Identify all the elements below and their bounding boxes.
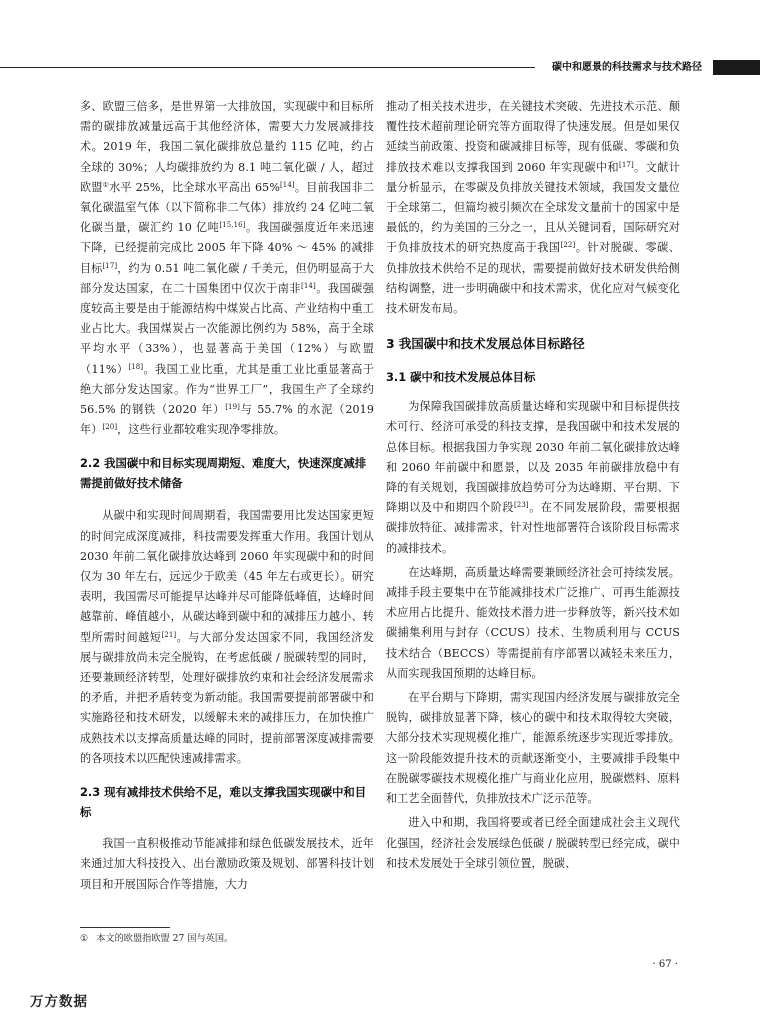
section-heading-2-3: 2.3 现有减排技术供给不足，难以支撑我国实现碳中和目标 [80,785,367,820]
footnote [80,932,480,946]
running-head-title: 碳中和愿景的科技需求与技术路径 [552,62,702,73]
paragraph: 从碳中和实现时间周期看，我国需要用比发达国家更短的时间完成深度减排，科技需要发挥重大作用。我国计划从 2030 年前二氧化碳排放达峰到 2060 年实现碳中和的时间仅为 30 年左右，远远少于欧美（45 年左右或更长）。研究表明，我国需尽可能提早达峰并尽可能降低峰值，达峰时间越靠前、峰值越小，从碳达峰到碳中和的减排压力越小、转型所需时间越短[21]。与大部分发达国家不同，我国经济发展与碳排放尚未完全脱钩，在考虑低碳 / 脱碳转型的同时，还要兼顾经济转型，处理好碳排放约束和社会经济发展需求的矛盾，并把矛盾转变为新动能。我国需要提前部署碳中和实施路径和技术研发，以缓解未来的减排压力，在加快推广成熟技术以支撑高质量达峰的同时，提前部署深度减排需要的各项技术以匹配快速减排需求。 [80,509,375,765]
chapter-heading-3: 3 我国碳中和技术发展总体目标路径 [386,336,585,352]
citation: [22] [560,241,576,250]
paragraph: 在平台期与下降期，需实现国内经济发展与碳排放完全脱钩，碳排放显著下降，核心的碳中和技术取得较大突破，大部分技术实现规模化推广，能源系统逐步实现近零排放。这一阶段能效提升技术的贡献逐渐变小，主要减排手段集中在脱碳零碳技术规模化推广与商业化应用，脱碳燃料、原料和工艺全面替代，负排放技术广泛示范等。 [386,691,680,806]
right-column [386,97,680,874]
footnote-marker[interactable]: ① [102,180,110,189]
footnote-text: 本文的欧盟指欧盟 27 国与英国。 [96,933,234,944]
paragraph: 进入中和期，我国将要或者已经全面建成社会主义现代化强国，经济社会发展绿色低碳 / 脱碳转型已经完成，碳中和技术发展处于全球引领位置，脱碳、 [386,816,680,870]
paragraph: 在达峰期，高质量达峰需要兼顾经济社会可持续发展。减排手段主要集中在节能减排技术广泛推广、可再生能源技术应用占比提升、能效技术潜力进一步释放等，新兴技术如碳捕集利用与封存（CCUS）技术、生物质利用与 CCUS 技术结合（BECCS）等需提前有序部署以减轻未来压力，从而实现我国预期的达峰目标。 [386,565,680,680]
section-heading-2-2: 2.2 我国碳中和目标实现周期短、难度大，快速深度减排需提前做好技术储备 [80,456,367,491]
footnote-rule [80,927,170,928]
citation: [17] [102,261,118,270]
citation: [18] [128,362,144,371]
footnote-mark: ① [80,933,89,944]
paragraph: 推动了相关技术进步，在关键技术突破、先进技术示范、颠覆性技术超前理论研究等方面取得了快速发展。但是如果仅延续当前政策、投资和碳减排目标等，现有低碳、零碳和负排放技术难以支撑我国到 2060 年实现碳中和[17]。文献计量分析显示，在零碳及负排放关键技术领域，我国发文量位于全球第二，但篇均被引频次在全球发文量前十的国家中是最低的，约为美国的三分之一，且从关键词看，国际研究对于负排放技术的研究热度高于我国[22]。针对脱碳、零碳、负排放技术供给不足的现状，需要提前做好技术研发供给侧结构调整，进一步明确碳中和技术需求，优化应对气候变化技术研发布局。 [386,100,680,316]
citation: [20] [102,423,118,432]
page-number: · 67 · [652,959,678,970]
citation: [14] [301,281,316,290]
citation: [19] [225,403,240,412]
citation: [17] [619,160,634,169]
running-head [0,60,760,76]
citation: [14] [279,180,295,189]
header-block [713,60,760,75]
section-heading-3-1: 3.1 碳中和技术发展总体目标 [386,370,536,385]
paragraph: 多、欧盟三倍多，是世界第一大排放国，实现碳中和目标所需的碳排放减量远高于其他经济体，需要大力发展减排技术。2019 年，我国二氧化碳排放总量约 115 亿吨，约占全球的 30%；人均碳排放约为 8.1 吨二氧化碳 / 人，超过欧盟①水平 25%，比全球水平高出 65%[14]。目前我国非二氧化碳温室气体（以下简称非二气体）排放约 24 亿吨二氧化碳当量，碳汇约 10 亿吨[15,16]。我国碳强度近年来迅速下降，已经提前完成比 2005 年下降 40% ～ 45% 的减排目标[17]，约为 0.51 吨二氧化碳 / 千美元，但仍明显高于大部分发达国家，在二十国集团中仅次于南非[14]。我国碳强度较高主要是由于能源结构中煤炭占比高、产业结构中重工业占比大。我国煤炭占一次能源比例约为 58%，高于全球平均水平（33%），也显著高于美国（12%）与欧盟（11%）[18]。我国工业比重，尤其是重工业比重显著高于绝大部分发达国家。作为“世界工厂”，我国生产了全球约 56.5% 的钢铁（2020 年）[19]与 55.7% 的水泥（2019 年）[20]，这些行业都较难实现净零排放。 [80,100,375,437]
citation: [21] [161,630,177,639]
citation: [23] [513,501,529,510]
citation: [15,16] [219,221,246,230]
paragraph: 我国一直积极推动节能减排和绿色低碳发展技术，近年来通过加大科技投入、出台激励政策及规划、部署科技计划项目和开展国际合作等措施，大力 [80,837,374,891]
paragraph: 为保障我国碳排放高质量达峰和实现碳中和目标提供技术可行、经济可承受的科技支撑，是我国碳中和技术发展的总体目标。根据我国力争实现 2030 年前二氧化碳排放达峰和 2060 年前碳中和愿景，以及 2035 年前碳排放稳中有降的有关规划，我国碳排放趋势可分为达峰期、平台期、下降期以及中和期四个阶段[23]。在不同发展阶段，需要根据碳排放特征、减排需求，针对性地部署符合该阶段目标需求的减排技术。 [386,400,680,555]
header-rule [0,67,535,68]
left-column [80,97,374,895]
watermark: 万方数据 [30,994,88,1010]
